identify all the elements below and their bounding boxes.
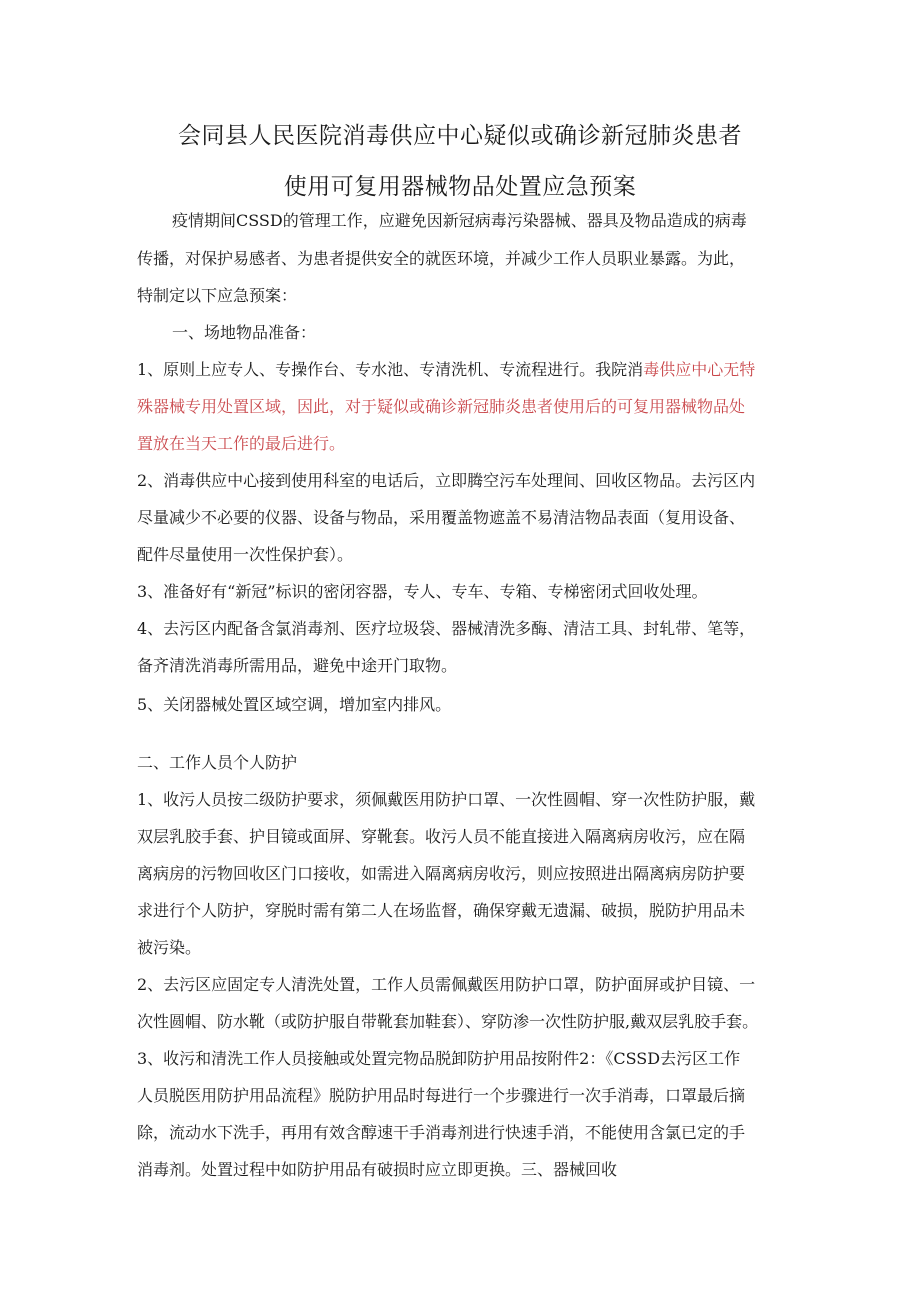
paragraph-line bbox=[137, 360, 755, 380]
paragraph-line: 配件尽量使用一次性保护套）。 bbox=[137, 545, 354, 564]
intro-line: 疫情期间CSSD的管理工作，应避免因新冠病毒污染器械、器具及物品造成的病毒 bbox=[172, 211, 747, 230]
highlighted-line: 置放在当天工作的最后进行。 bbox=[137, 434, 346, 453]
paragraph-line: 5、关闭器械处置区域空调，增加室内排风。 bbox=[137, 695, 452, 714]
paragraph-line: 离病房的污物回收区门口接收，如需进入隔离病房收污，则应按照进出隔离病房防护要 bbox=[137, 864, 746, 883]
paragraph-line: 尽量减少不必要的仪器、设备与物品，采用覆盖物遮盖不易清洁物品表面（复用设备、 bbox=[137, 508, 746, 527]
paragraph-line: 4、去污区内配备含氯消毒剂、医疗垃圾袋、器械清洗多酶、清洁工具、封轧带、笔等， bbox=[137, 619, 756, 638]
paragraph-line: 双层乳胶手套、护目镜或面屏、穿靴套。收污人员不能直接进入隔离病房收污，应在隔 bbox=[137, 827, 746, 846]
intro-line: 传播，对保护易感者、为患者提供安全的就医环境，并减少工作人员职业暴露。为此， bbox=[137, 249, 746, 268]
intro-line: 特制定以下应急预案： bbox=[137, 286, 298, 305]
paragraph-line: 除，流动水下洗手，再用有效含醇速干手消毒剂进行快速手消，不能使用含氯已定的手 bbox=[137, 1123, 746, 1142]
paragraph-line: 求进行个人防护，穿脱时需有第二人在场监督，确保穿戴无遗漏、破损，脱防护用品未 bbox=[137, 901, 746, 920]
paragraph-line: 被污染。 bbox=[137, 938, 202, 957]
paragraph-line: 1、收污人员按二级防护要求，须佩戴医用防护口罩、一次性圆帽、穿一次性防护服，戴 bbox=[137, 790, 756, 809]
paragraph-line: 3、收污和清洗工作人员接触或处置完物品脱卸防护用品按附件2：《CSSD去污区工作 bbox=[137, 1049, 741, 1068]
document-title-line-1: 会同县人民医院消毒供应中心疑似或确诊新冠肺炎患者 bbox=[178, 123, 742, 149]
paragraph-line: 2、去污区应固定专人清洗处置，工作人员需佩戴医用防护口罩，防护面屏或护目镜、一 bbox=[137, 975, 756, 994]
highlighted-text: 毒供应中心无特 bbox=[643, 360, 756, 379]
document-title-line-2: 使用可复用器械物品处置应急预案 bbox=[283, 174, 637, 200]
paragraph-text: 1、原则上应专人、专操作台、专水池、专清洗机、专流程进行。我院消 bbox=[137, 360, 644, 379]
paragraph-line: 3、准备好有“新冠”标识的密闭容器，专人、专车、专箱、专梯密闭式回收处理。 bbox=[137, 582, 708, 601]
paragraph-line: 2、消毒供应中心接到使用科室的电话后，立即腾空污车处理间、回收区物品。去污区内 bbox=[137, 471, 756, 490]
paragraph-line: 备齐清洗消毒所需用品，避免中途开门取物。 bbox=[137, 656, 458, 675]
paragraph-line: 次性圆帽、防水靴（或防护服自带靴套加鞋套）、穿防渗一次性防护服,戴双层乳胶手套。 bbox=[137, 1012, 759, 1031]
highlighted-line: 殊器械专用处置区域，因此，对于疑似或确诊新冠肺炎患者使用后的可复用器械物品处 bbox=[137, 397, 746, 416]
paragraph-line: 消毒剂。处置过程中如防护用品有破损时应立即更换。三、器械回收 bbox=[137, 1160, 618, 1179]
section-heading-personal-protection: 二、工作人员个人防护 bbox=[137, 753, 298, 772]
section-heading-site-prep: 一、场地物品准备： bbox=[172, 323, 317, 342]
paragraph-line: 人员脱医用防护用品流程》脱防护用品时每进行一个步骤进行一次手消毒，口罩最后摘 bbox=[137, 1086, 746, 1105]
